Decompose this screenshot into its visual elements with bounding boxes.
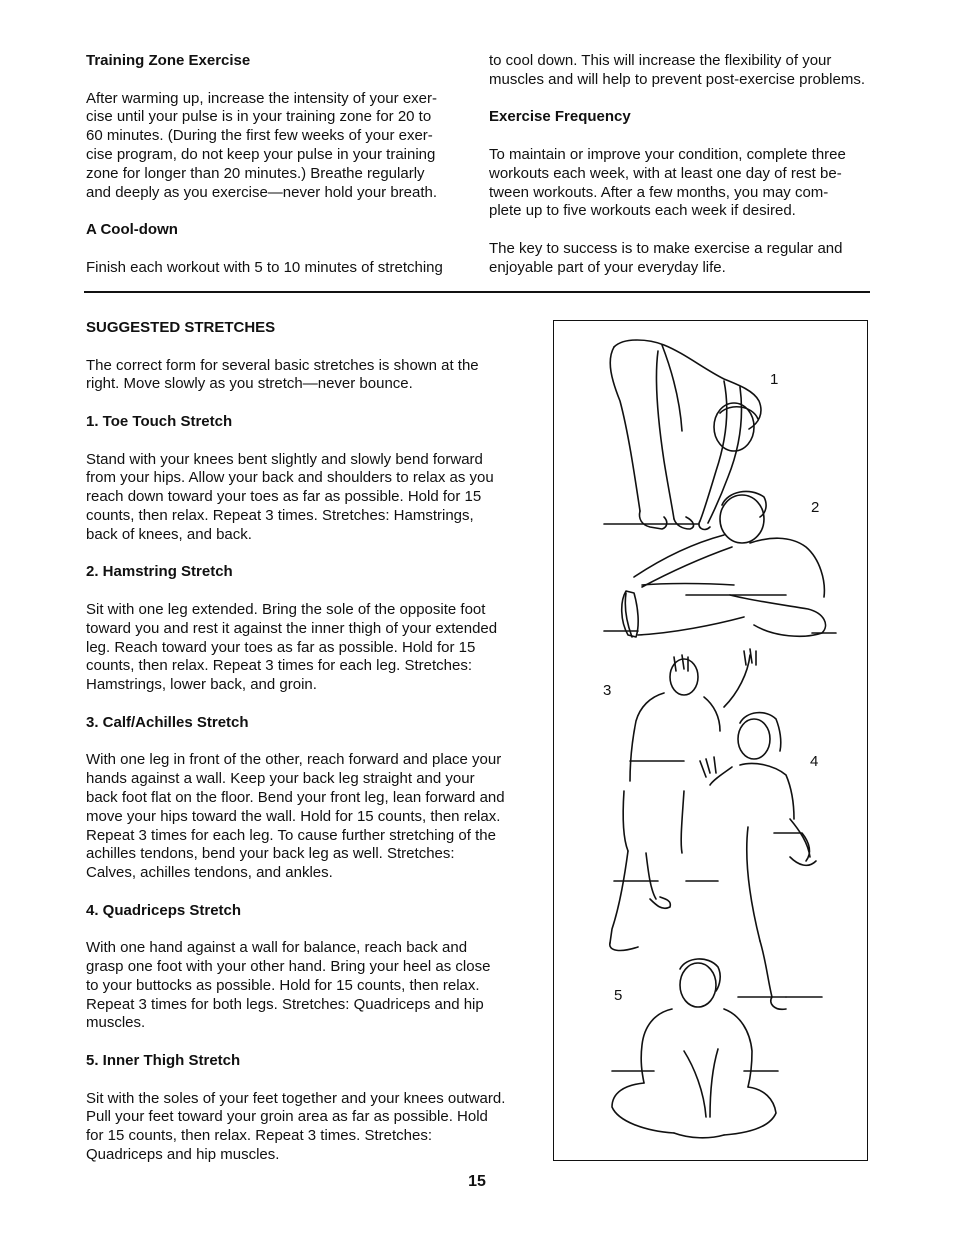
calf-achilles-heading: 3. Calf/Achilles Stretch	[86, 713, 249, 731]
calf-achilles-line: move your hips toward the wall. Hold for 15 counts, then relax.	[86, 807, 501, 825]
training-zone-line: cise until your pulse is in your training zone for 20 to	[86, 108, 432, 126]
calf-achilles-line: With one leg in front of the other, reach forward and place your	[86, 751, 502, 769]
key-to-success-line: enjoyable part of your everyday life.	[489, 258, 726, 276]
exercise-frequency-line: workouts each week, with at least one day of rest be-	[489, 164, 842, 182]
calf-achilles-line: Calves, achilles tendons, and ankles.	[86, 864, 333, 882]
top-right-column	[489, 52, 879, 278]
hamstring-line: toward you and rest it against the inner thigh of your extended	[86, 619, 498, 637]
training-zone-line: 60 minutes. (During the first few weeks of your exer-	[86, 127, 433, 145]
hamstring-line: Hamstrings, lower back, and groin.	[86, 676, 317, 694]
inner-thigh-figure	[612, 959, 778, 1138]
figure-label-4: 4	[810, 753, 819, 770]
calf-achilles-line: Repeat 3 times for each leg. To cause further stretching of the	[86, 826, 496, 844]
calf-achilles-figure	[610, 649, 756, 950]
quadriceps-line: muscles.	[86, 1014, 146, 1032]
cool-down-line: Finish each workout with 5 to 10 minutes of stretching	[86, 258, 443, 276]
training-zone-heading: Training Zone Exercise	[86, 52, 251, 69]
quadriceps-line: Repeat 3 times for both legs. Stretches: Quadriceps and hip	[86, 995, 484, 1013]
intro-line: right. Move slowly as you stretch—never bounce.	[86, 375, 413, 393]
figure-label-3: 3	[603, 682, 612, 699]
page-number: 15	[468, 1173, 486, 1190]
toe-touch-line: from your hips. Allow your back and shoulders to relax as you	[86, 469, 494, 487]
hamstring-line: leg. Reach toward your toes as far as possible. Hold for 15	[86, 638, 476, 656]
hamstring-heading: 2. Hamstring Stretch	[86, 563, 233, 581]
suggested-stretches-heading: SUGGESTED STRETCHES	[86, 319, 276, 336]
inner-thigh-line: Quadriceps and hip muscles.	[86, 1146, 280, 1164]
inner-thigh-line: Pull your feet toward your groin area as far as possible. Hold	[86, 1108, 488, 1126]
exercise-frequency-line: tween workouts. After a few months, you may com-	[489, 183, 829, 201]
exercise-frequency-line: To maintain or improve your condition, complete three	[489, 145, 846, 163]
inner-thigh-heading: 5. Inner Thigh Stretch	[86, 1052, 241, 1070]
toe-touch-line: back of knees, and back.	[86, 525, 252, 543]
training-zone-line: cise program, do not keep your pulse in your training	[86, 145, 436, 163]
key-to-success-line: The key to success is to make exercise a regular and	[489, 239, 843, 257]
inner-thigh-line: for 15 counts, then relax. Repeat 3 times. Stretches:	[86, 1127, 433, 1145]
exercise-frequency-line: plete up to five workouts each week if desired.	[489, 202, 796, 220]
training-zone-line: and deeply as you exercise—never hold your breath.	[86, 183, 438, 201]
figure-label-5: 5	[614, 987, 623, 1004]
quadriceps-heading: 4. Quadriceps Stretch	[86, 901, 242, 919]
figure-label-2: 2	[811, 499, 820, 516]
training-zone-line: zone for longer than 20 minutes.) Breathe regularly	[86, 164, 425, 182]
quadriceps-figure	[700, 713, 822, 1010]
quadriceps-line: grasp one foot with your other hand. Bring your heel as close	[86, 958, 491, 976]
toe-touch-line: counts, then relax. Repeat 3 times. Stretches: Hamstrings,	[86, 506, 474, 524]
calf-achilles-line: hands against a wall. Keep your back leg straight and your	[86, 770, 475, 788]
stretches-illustration	[553, 320, 868, 1161]
quadriceps-line: to your buttocks as possible. Hold for 15 counts, then relax.	[86, 976, 480, 994]
toe-touch-figure	[604, 340, 761, 529]
quadriceps-line: With one hand against a wall for balance, reach back and	[86, 939, 468, 957]
suggested-stretches-column	[86, 319, 526, 1165]
toe-touch-line: Stand with your knees bent slightly and slowly bend forward	[86, 450, 483, 468]
cool-down-line: muscles and will help to prevent post-exercise problems.	[489, 70, 866, 88]
figure-label-1: 1	[770, 371, 779, 388]
hamstring-line: counts, then relax. Repeat 3 times for each leg. Stretches:	[86, 657, 473, 675]
toe-touch-line: reach down toward your toes as far as possible. Hold for 15	[86, 488, 482, 506]
cool-down-line: to cool down. This will increase the flexibility of your	[489, 52, 832, 69]
toe-touch-heading: 1. Toe Touch Stretch	[86, 412, 233, 430]
top-left-column	[86, 52, 460, 278]
cool-down-heading: A Cool-down	[86, 221, 178, 239]
training-zone-line: After warming up, increase the intensity of your exer-	[86, 89, 437, 107]
calf-achilles-line: achilles tendons, bend your back leg as well. Stretches:	[86, 845, 455, 863]
inner-thigh-line: Sit with the soles of your feet together and your knees outward.	[86, 1089, 506, 1107]
calf-achilles-line: back foot flat on the floor. Bend your front leg, lean forward and	[86, 788, 505, 806]
section-divider	[84, 291, 870, 293]
intro-line: The correct form for several basic stretches is shown at the	[86, 356, 479, 374]
hamstring-line: Sit with one leg extended. Bring the sole of the opposite foot	[86, 600, 486, 618]
exercise-frequency-heading: Exercise Frequency	[489, 108, 631, 126]
